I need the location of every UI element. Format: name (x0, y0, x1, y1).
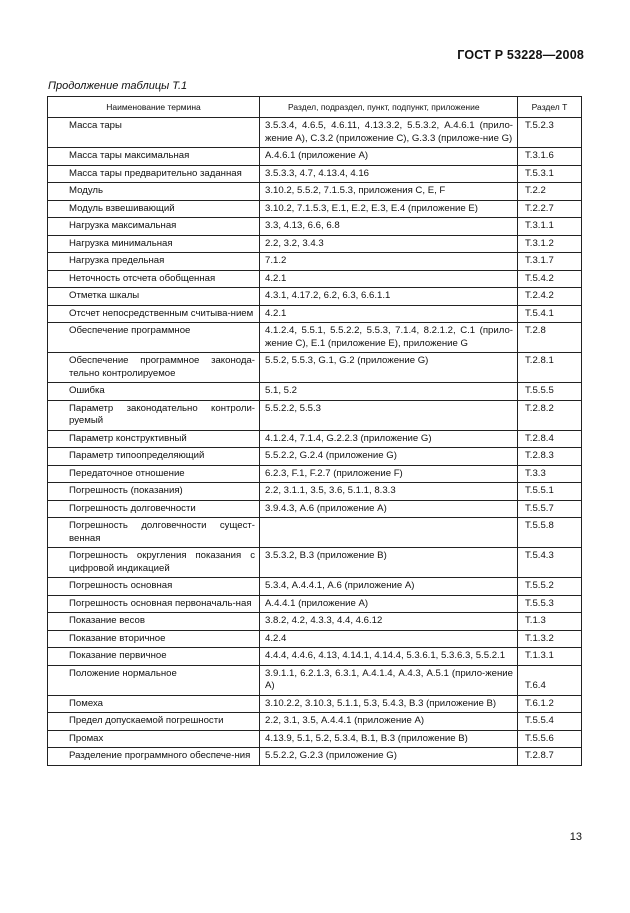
table-row (48, 518, 582, 548)
reference-cell: 7.1.2 (260, 253, 518, 271)
reference-cell: 3.5.3.4, 4.6.5, 4.6.11, 4.13.3.2, 5.5.3.2, А.4.6.1 (прило-жение А), С.3.2 (приложение С), G.3.3 (приложе-ние G) (260, 118, 518, 148)
reference-cell: 4.2.1 (260, 270, 518, 288)
term-cell: Погрешность долговечности (48, 500, 260, 518)
section-cell: Т.5.5.8 (518, 518, 582, 548)
section-cell: Т.5.5.2 (518, 578, 582, 596)
table-row (48, 665, 582, 695)
term-cell: Масса тары максимальная (48, 148, 260, 166)
term-cell: Нагрузка минимальная (48, 235, 260, 253)
reference-cell: 3.5.3.3, 4.7, 4.13.4, 4.16 (260, 165, 518, 183)
table-row (48, 353, 582, 383)
term-cell: Промах (48, 730, 260, 748)
section-cell: Т.3.1.2 (518, 235, 582, 253)
table-row (48, 613, 582, 631)
section-cell: Т.6.4 (518, 665, 582, 695)
reference-cell: 4.1.2.4, 5.5.1, 5.5.2.2, 5.5.3, 7.1.4, 8.2.1.2, С.1 (прило-жение С), Е.1 (приложение Е), приложение G (260, 323, 518, 353)
terms-table (47, 96, 582, 766)
table-row (48, 448, 582, 466)
table-row (48, 253, 582, 271)
section-cell: Т.2.2 (518, 183, 582, 201)
reference-cell: 5.1, 5.2 (260, 383, 518, 401)
term-cell: Погрешность основная первоначаль-ная (48, 595, 260, 613)
section-cell: Т.3.1.1 (518, 218, 582, 236)
section-cell: Т.5.5.6 (518, 730, 582, 748)
section-cell: Т.2.8.3 (518, 448, 582, 466)
term-cell: Параметр законодательно контроли-руемый (48, 400, 260, 430)
reference-cell: 3.9.1.1, 6.2.1.3, 6.3.1, А.4.1.4, А.4.3, А.5.1 (прило-жение А) (260, 665, 518, 695)
section-cell: Т.2.8.4 (518, 430, 582, 448)
term-cell: Предел допускаемой погрешности (48, 713, 260, 731)
term-cell: Ошибка (48, 383, 260, 401)
table-row (48, 218, 582, 236)
column-header-section: Раздел Т (518, 97, 582, 118)
reference-cell: 5.5.2.2, G.2.3 (приложение G) (260, 748, 518, 766)
section-cell: Т.2.8.7 (518, 748, 582, 766)
section-cell: Т.2.2.7 (518, 200, 582, 218)
term-cell: Масса тары (48, 118, 260, 148)
table-row (48, 578, 582, 596)
reference-cell: 5.3.4, А.4.4.1, А.6 (приложение А) (260, 578, 518, 596)
section-cell: Т.5.5.3 (518, 595, 582, 613)
reference-cell: А.4.4.1 (приложение А) (260, 595, 518, 613)
table-body (48, 118, 582, 766)
term-cell: Показание вторичное (48, 630, 260, 648)
section-cell: Т.3.1.7 (518, 253, 582, 271)
term-cell: Параметр конструктивный (48, 430, 260, 448)
table-row (48, 713, 582, 731)
section-cell: Т.5.4.2 (518, 270, 582, 288)
reference-cell: 5.5.2.2, G.2.4 (приложение G) (260, 448, 518, 466)
table-row (48, 730, 582, 748)
term-cell: Масса тары предварительно заданная (48, 165, 260, 183)
section-cell: Т.5.5.4 (518, 713, 582, 731)
table-row (48, 183, 582, 201)
table-row (48, 595, 582, 613)
reference-cell: 3.9.4.3, А.6 (приложение А) (260, 500, 518, 518)
table-row (48, 500, 582, 518)
table-row (48, 323, 582, 353)
table-row (48, 400, 582, 430)
reference-cell: 5.5.2.2, 5.5.3 (260, 400, 518, 430)
term-cell: Показание первичное (48, 648, 260, 666)
section-cell: Т.2.4.2 (518, 288, 582, 306)
section-cell: Т.5.2.3 (518, 118, 582, 148)
table-row (48, 695, 582, 713)
term-cell: Погрешность (показания) (48, 483, 260, 501)
term-cell: Параметр типоопределяющий (48, 448, 260, 466)
reference-cell: 2.2, 3.2, 3.4.3 (260, 235, 518, 253)
term-cell: Модуль взвешивающий (48, 200, 260, 218)
section-cell: Т.1.3.2 (518, 630, 582, 648)
term-cell: Нагрузка предельная (48, 253, 260, 271)
reference-cell: 2.2, 3.1.1, 3.5, 3.6, 5.1.1, 8.3.3 (260, 483, 518, 501)
section-cell: Т.3.1.6 (518, 148, 582, 166)
section-cell: Т.3.3 (518, 465, 582, 483)
column-header-term: Наименование термина (48, 97, 260, 118)
section-cell: Т.5.5.1 (518, 483, 582, 501)
reference-cell: 4.2.1 (260, 305, 518, 323)
table-row (48, 483, 582, 501)
section-cell: Т.1.3 (518, 613, 582, 631)
table-row (48, 430, 582, 448)
standard-designation: ГОСТ Р 53228—2008 (457, 48, 584, 62)
term-cell: Погрешность округления показания с цифровой индикацией (48, 548, 260, 578)
table-row (48, 465, 582, 483)
term-cell: Отсчет непосредственным считыва-нием (48, 305, 260, 323)
table-row (48, 148, 582, 166)
reference-cell: 5.5.2, 5.5.3, G.1, G.2 (приложение G) (260, 353, 518, 383)
table-header-row (48, 97, 582, 118)
term-cell: Погрешность долговечности сущест-венная (48, 518, 260, 548)
section-cell: Т.6.1.2 (518, 695, 582, 713)
reference-cell: 4.1.2.4, 7.1.4, G.2.2.3 (приложение G) (260, 430, 518, 448)
reference-cell: 4.4.4, 4.4.6, 4.13, 4.14.1, 4.14.4, 5.3.6.1, 5.3.6.3, 5.5.2.1 (260, 648, 518, 666)
term-cell: Нагрузка максимальная (48, 218, 260, 236)
term-cell: Отметка шкалы (48, 288, 260, 306)
term-cell: Разделение программного обеспече-ния (48, 748, 260, 766)
section-cell: Т.5.3.1 (518, 165, 582, 183)
section-cell: Т.5.4.1 (518, 305, 582, 323)
section-cell: Т.5.5.7 (518, 500, 582, 518)
column-header-reference: Раздел, подраздел, пункт, подпункт, приложение (260, 97, 518, 118)
table-row (48, 630, 582, 648)
page-number: 13 (569, 831, 582, 843)
section-cell: Т.1.3.1 (518, 648, 582, 666)
table-row (48, 548, 582, 578)
term-cell: Показание весов (48, 613, 260, 631)
reference-cell: 3.10.2, 7.1.5.3, Е.1, Е.2, Е.3, Е.4 (приложение Е) (260, 200, 518, 218)
reference-cell: 4.13.9, 5.1, 5.2, 5.3.4, В.1, В.3 (приложение В) (260, 730, 518, 748)
reference-cell: 3.5.3.2, В.3 (приложение В) (260, 548, 518, 578)
table-row (48, 748, 582, 766)
reference-cell: 6.2.3, F.1, F.2.7 (приложение F) (260, 465, 518, 483)
reference-cell: А.4.6.1 (приложение А) (260, 148, 518, 166)
table-row (48, 270, 582, 288)
table-row (48, 165, 582, 183)
table-row (48, 383, 582, 401)
section-cell: Т.2.8.1 (518, 353, 582, 383)
table-caption: Продолжение таблицы Т.1 (48, 80, 188, 92)
section-cell: Т.5.5.5 (518, 383, 582, 401)
table-row (48, 288, 582, 306)
term-cell: Обеспечение программное (48, 323, 260, 353)
section-cell: Т.5.4.3 (518, 548, 582, 578)
reference-cell: 3.10.2, 5.5.2, 7.1.5.3, приложения С, Е, F (260, 183, 518, 201)
reference-cell: 4.2.4 (260, 630, 518, 648)
table-row (48, 305, 582, 323)
table-row (48, 118, 582, 148)
reference-cell (260, 518, 518, 548)
table-row (48, 200, 582, 218)
section-cell: Т.2.8.2 (518, 400, 582, 430)
reference-cell: 3.10.2.2, 3.10.3, 5.1.1, 5.3, 5.4.3, В.3 (приложение В) (260, 695, 518, 713)
table-row (48, 235, 582, 253)
reference-cell: 4.3.1, 4.17.2, 6.2, 6.3, 6.6.1.1 (260, 288, 518, 306)
term-cell: Помеха (48, 695, 260, 713)
term-cell: Погрешность основная (48, 578, 260, 596)
term-cell: Неточность отсчета обобщенная (48, 270, 260, 288)
term-cell: Передаточное отношение (48, 465, 260, 483)
reference-cell: 3.8.2, 4.2, 4.3.3, 4.4, 4.6.12 (260, 613, 518, 631)
section-cell: Т.2.8 (518, 323, 582, 353)
term-cell: Модуль (48, 183, 260, 201)
term-cell: Положение нормальное (48, 665, 260, 695)
reference-cell: 3.3, 4.13, 6.6, 6.8 (260, 218, 518, 236)
term-cell: Обеспечение программное законода-тельно контролируемое (48, 353, 260, 383)
table-row (48, 648, 582, 666)
reference-cell: 2.2, 3.1, 3.5, А.4.4.1 (приложение А) (260, 713, 518, 731)
